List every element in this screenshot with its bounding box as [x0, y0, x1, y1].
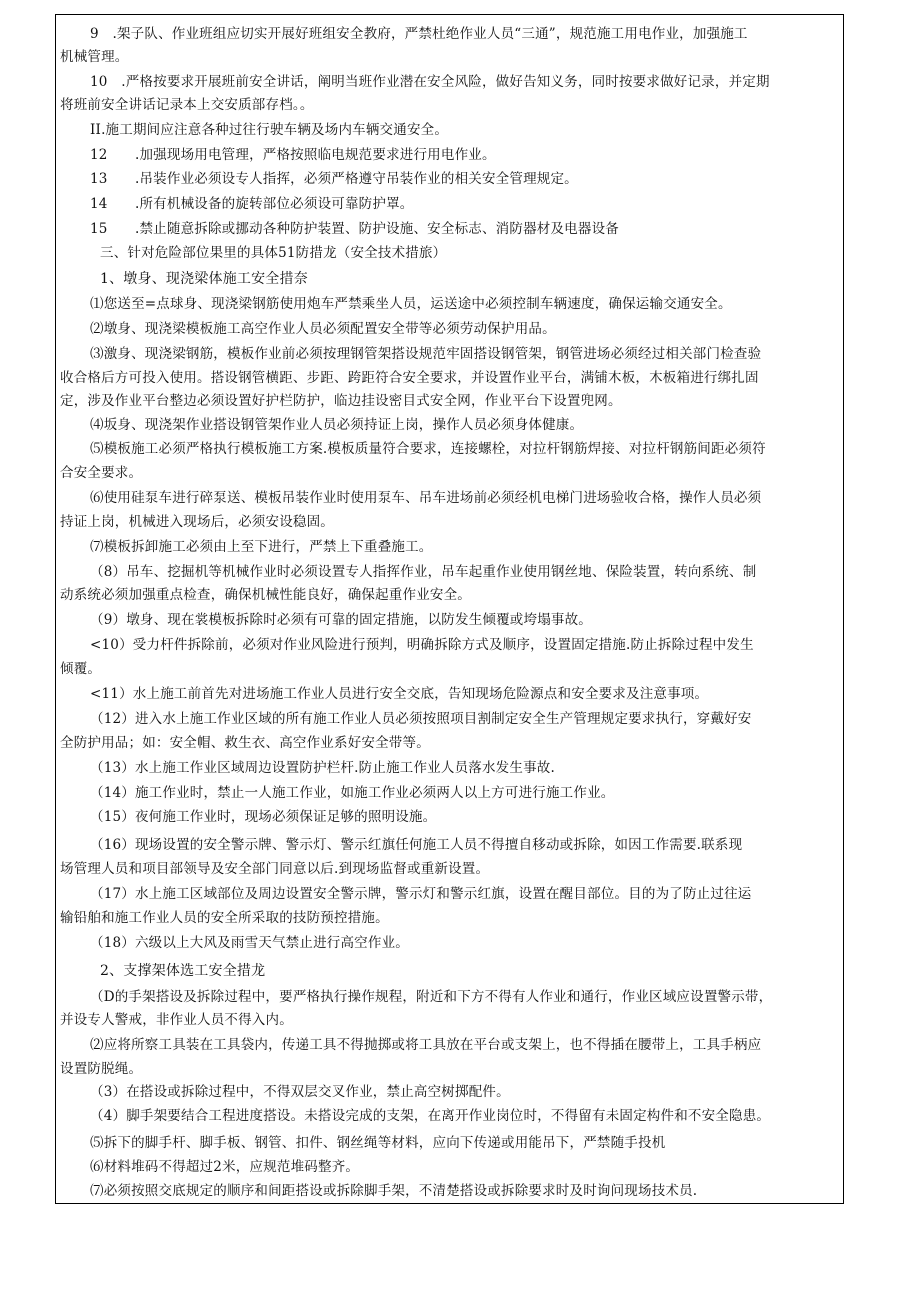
text-line: 将班前安全讲话记录本上交安质部存档。。 — [60, 97, 314, 113]
text-line: 持证上岗，机械进入现场后，必须安设稳固。 — [60, 514, 334, 530]
text-line: ⑹使用硅泵车进行碎泵送、模板吊装作业时使用泵车、吊车进场前必须经机电梯门进场验收合格，操作人员必须 — [90, 490, 762, 506]
text-line: （16）现场设置的安全警示牌、警示灯、警示红旗任何施工人员不得擅自移动或拆除，如因工作需要.联系现 — [90, 837, 743, 853]
text-line: 倾覆。 — [60, 661, 102, 677]
text-line: 收合格后方可投入使用。搭设钢管横距、步距、跨距符合安全要求，并设置作业平台，满铺木板，木板箱进行绑扎固 — [60, 370, 759, 386]
text-line: ⑷坂身、现浇架作业搭设钢管架作业人员必须持证上岗，操作人员必须身体健康。 — [90, 417, 584, 433]
text-line: （13）水上施工作业区域周边设置防护栏杆.防止施工作业人员落水发生事故. — [90, 760, 555, 776]
text-line: 机械管理。 — [60, 49, 129, 65]
text-line: 10 .严格按要求开展班前安全讲话，阐明当班作业潜在安全风险，做好告知义务，同时按要求做好记录，并定期 — [90, 74, 770, 90]
text-line: 动系统必须加强重点检查，确保机械性能良好，确保起重作业安全。 — [60, 587, 471, 603]
text-line: （12）进入水上施工作业区域的所有施工作业人员必须按照项目割制定安全生产管理规定要求执行，穿戴好安 — [90, 711, 752, 727]
text-line: 合安全要求。 — [60, 465, 143, 481]
text-line: 输铅舶和施工作业人员的安全所采取的技防预控措施。 — [60, 910, 389, 926]
text-line: 并设专人警戒，非作业人员不得入内。 — [60, 1012, 293, 1028]
subsection-heading: 2、支撑架体选工安全措龙 — [100, 963, 266, 979]
section-heading: 三、针对危险部位果里的具体51防措龙（安全技术措旅） — [100, 245, 447, 261]
text-line: ⑸模板施工必须严格执行模板施工方案.模板质量符合要求，连接螺栓，对拉杆钢筋焊接、对拉杆钢筋间距必须符 — [90, 441, 766, 457]
text-line: 场管理人员和项目部领导及安全部门同意以后.到现场监督或重新设置。 — [60, 861, 490, 877]
text-line: ⑸拆下的脚手杆、脚手板、钢管、扣件、钢丝绳等材料，应向下传递或用能吊下，严禁随手投机 — [90, 1135, 666, 1151]
text-line: 14 .所有机械设备的旋转部位必须设可靠防护罩。 — [90, 196, 414, 212]
text-line: （9）墩身、现在裳模板拆除时必须有可靠的固定措施，以防发生倾覆或垮塌事故。 — [90, 612, 592, 628]
text-line: 全防护用品；如：安全帽、救生衣、高空作业系好安全带等。 — [60, 735, 430, 751]
text-line: 15 .禁止随意拆除或挪动各种防护装置、防护设施、安全标志、消防器材及电器设备 — [90, 221, 619, 237]
text-line: ⑴您送至=点球身、现浇梁钢筋使用炮车严禁乘坐人员，运送途中必须控制车辆速度，确保运输交通安全。 — [90, 296, 732, 312]
text-line: ⑶激身、现浇梁钢筋，模板作业前必须按理钢管架搭设规范牢固搭设钢管架，钢管进场必须经过相关部门检查验 — [90, 346, 762, 362]
text-line: ⑺必须按照交底规定的顺序和间距搭设或拆除脚手架，不清楚搭设或拆除要求时及时询问现场技术员. — [90, 1183, 698, 1199]
text-line: ⑺模板拆卸施工必须由上至下进行，严禁上下重叠施工。 — [90, 539, 433, 555]
text-line: （D的手架搭设及拆除过程中，要严格执行操作规程，附近和下方不得有人作业和通行，作业区域应设置警示带， — [90, 989, 773, 1005]
subsection-heading: 1、墩身、现浇梁体施工安全措奈 — [100, 271, 308, 287]
text-line: <10）受力杆件拆除前，必须对作业风险进行预判，明确拆除方式及顺序，设置固定措施.防止拆除过程中发生 — [90, 637, 754, 653]
text-line: ⑵应将所察工具装在工具袋内，传递工具不得抛掷或将工具放在平台或支架上，也不得插在腰带上，工具手柄应 — [90, 1037, 762, 1053]
text-line: （14）施工作业时，禁止一人施工作业，如施工作业必须两人以上方可进行施工作业。 — [90, 785, 615, 801]
text-line: （15）夜何施工作业时，现场必须保证足够的照明设施。 — [90, 809, 437, 825]
text-line: 12 .加强现场用电管理，严格按照临电规范要求进行用电作业。 — [90, 147, 496, 163]
text-line: （3）在搭设或拆除过程中，不得双层交叉作业，禁止高空树掷配件。 — [90, 1084, 510, 1100]
text-line: <11）水上施工前首先对进场施工作业人员进行安全交底，告知现场危险源点和安全要求及注意事项。 — [90, 686, 709, 702]
text-line: （18）六级以上大风及雨雪天气禁止进行高空作业。 — [90, 935, 409, 951]
text-line: 9 .架子队、作业班组应切实开展好班组安全教府，严禁杜绝作业人员“三通”，规范施工用电作业，加强施工 — [90, 26, 748, 42]
text-line: 13 .吊装作业必须设专人指挥，必须严格遵守吊装作业的相关安全管理规定。 — [90, 171, 578, 187]
text-line: ⑹材料堆码不得超过2米，应规范堆码整齐。 — [90, 1159, 360, 1175]
text-line: II.施工期间应注意各种过往行驶车辆及场内车辆交通安全。 — [90, 122, 449, 138]
text-line: 设置防脱绳。 — [60, 1061, 143, 1077]
text-line: （17）水上施工区域部位及周边设置安全警示牌，警示灯和警示红旗，设置在醒目部位。目的为了防止过往运 — [90, 886, 752, 902]
text-line: ⑵墩身、现浇梁模板施工高空作业人员必须配置安全带等必须劳动保护用品。 — [90, 321, 556, 337]
text-line: （8）吊车、挖掘机等机械作业时必须设置专人指挥作业，吊车起重作业使用钢丝地、保险装置，转向系统、制 — [90, 564, 757, 580]
text-line: 定，涉及作业平台整边必须设置好护栏防护，临边挂设密目式安全网，作业平台下设置兜网。 — [60, 393, 622, 409]
text-line: （4）脚手架要结合工程进度搭设。未搭设完成的支架，在离开作业岗位时，不得留有未固定构件和不安全隐患。 — [90, 1108, 771, 1124]
